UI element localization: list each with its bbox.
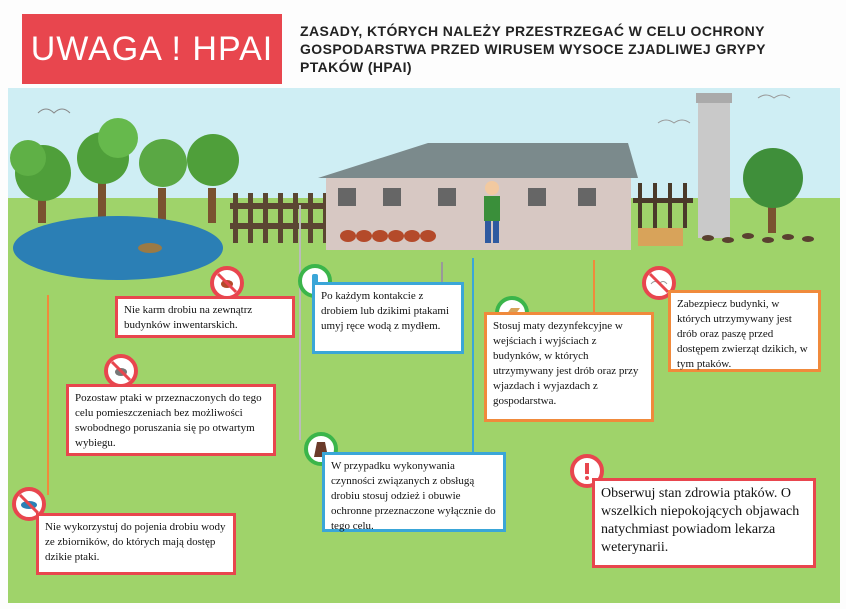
rule-text: Stosuj maty dezynfekcyjne w wejściach i wyjściach z budynków, w których utrzymywany jest drób oraz przy wjazdach i wyjazdach z gospodarstwa.: [493, 320, 639, 407]
rule-text: Nie wykorzystuj do pojenia drobiu wody ze zbiorników, do których mają dostęp dzikie ptaki.: [45, 521, 226, 563]
headline: ZASADY, KTÓRYCH NALEŻY PRZESTRZEGAĆ W CELU OCHRONY GOSPODARSTWA PRZED WIRUSEM WYSOCE ZJADLIWEJ GRYPY PTAKÓW (HPAI): [300, 23, 766, 75]
rule-box: [322, 452, 506, 532]
rule-box: [484, 312, 654, 422]
rule-box: [36, 513, 236, 575]
rule-box: [592, 478, 816, 568]
rule-text: Pozostaw ptaki w przeznaczonych do tego celu pomieszczeniach bez możliwości swobodnego poruszania się po otwartym wybiegu.: [75, 392, 262, 449]
disinfection-mat: [638, 228, 683, 246]
rule-box: [115, 296, 295, 338]
rule-text: Obserwuj stan zdrowia ptaków. O wszelkich niepokojących objawach natychmiast powiadom lekarza weterynarii.: [601, 486, 800, 555]
rule-text: W przypadku wykonywania czynności związanych z obsługą drobiu stosuj odzież i obuwie ochronne przeznaczone wyłącznie do tego celu.: [331, 460, 496, 532]
duck-icon: [138, 243, 162, 253]
leader-line: [299, 205, 301, 440]
leader-line: [47, 295, 49, 495]
no-feeding-icon: [210, 266, 244, 300]
rule-box: [66, 384, 276, 456]
rule-text: Zabezpiecz budynki, w których utrzymywany jest drób oraz paszę przed dostępem zwierząt dzikich, w tym ptaków.: [677, 298, 808, 370]
silo: [696, 93, 732, 238]
leader-line: [472, 258, 474, 463]
rule-text: Po każdym kontakcie z drobiem lub dzikimi ptakami umyj ręce wodą z mydłem.: [321, 290, 450, 332]
rule-text: Nie karm drobiu na zewnątrz budynków inwentarskich.: [124, 304, 253, 331]
pond: [13, 216, 223, 280]
title-banner: [22, 14, 282, 84]
no-free-range-icon: [104, 354, 138, 388]
banner-title: UWAGA ! HPAI: [30, 30, 274, 68]
rule-box: [668, 290, 821, 372]
rule-box: [312, 282, 464, 354]
